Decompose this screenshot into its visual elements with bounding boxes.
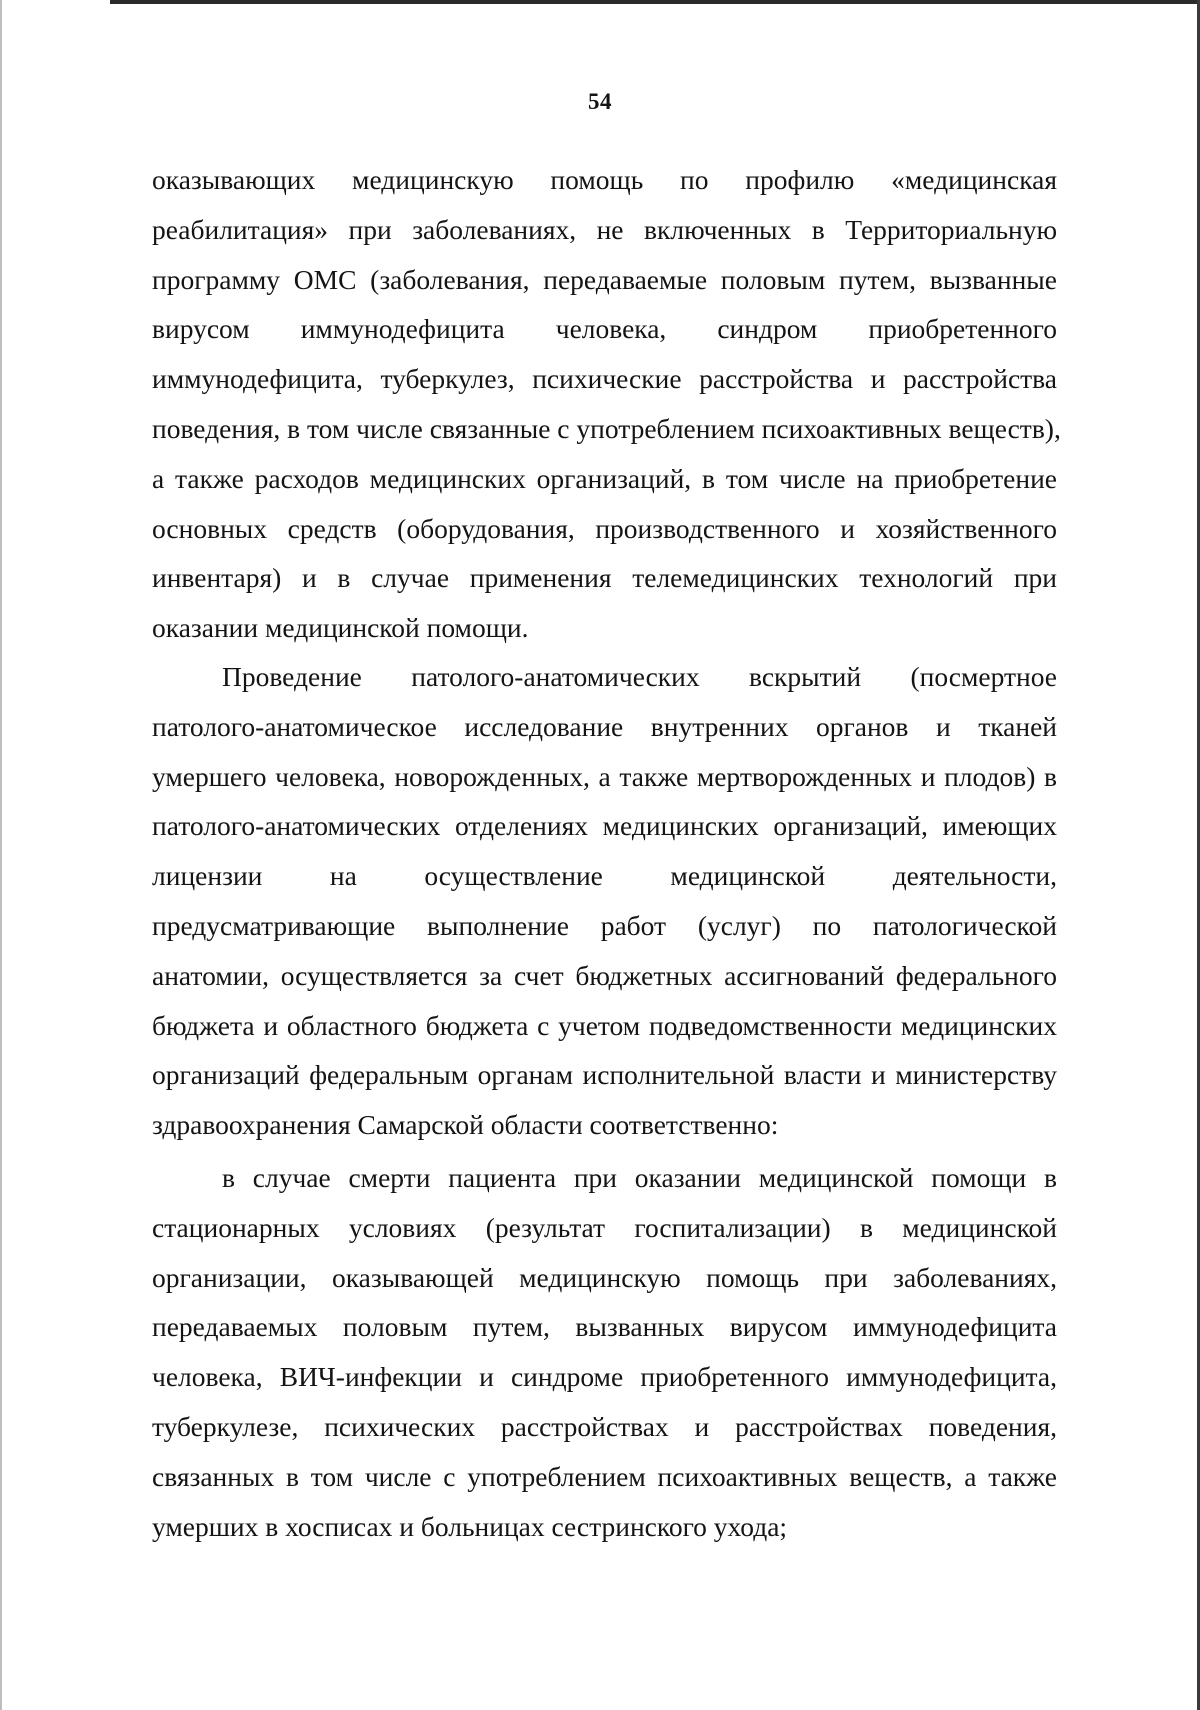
text-line: передаваемых половым путем, вызванных вирусом иммунодефицита — [152, 1311, 1057, 1343]
text-line: лицензии на осуществление медицинской деятельности, — [152, 860, 1057, 892]
paragraph-autopsy-funding — [152, 652, 1057, 1150]
paragraph-continuation — [152, 155, 1061, 653]
text-line: в случае смерти пациента при оказании медицинской помощи в — [222, 1162, 1057, 1193]
text-line: поведения, в том числе связанные с употреблением психоактивных веществ), — [152, 412, 1061, 444]
text-line: здравоохранения Самарской области соответственно: — [152, 1109, 779, 1141]
text-line: стационарных условиях (результат госпитализации) в медицинской — [152, 1211, 1057, 1243]
text-line: умерших в хосписах и больницах сестринского ухода; — [152, 1510, 788, 1542]
text-line: реабилитация» при заболеваниях, не включенных в Территориальную — [152, 213, 1057, 245]
text-line: программу ОМС (заболевания, передаваемые половым путем, вызванные — [152, 263, 1057, 295]
text-line: туберкулезе, психических расстройствах и расстройствах поведения, — [152, 1410, 1057, 1442]
text-line: умершего человека, новорожденных, а также мертворожденных и плодов) в — [152, 760, 1057, 792]
text-line: анатомии, осуществляется за счет бюджетных ассигнований федерального — [152, 959, 1057, 991]
text-line: предусматривающие выполнение работ (услуг) по патологической — [152, 909, 1057, 941]
text-line: Проведение патолого-анатомических вскрытий (посмертное — [222, 661, 1057, 692]
text-line: организации, оказывающей медицинскую помощь при заболеваниях, — [152, 1261, 1057, 1293]
text-line: связанных в том числе с употреблением психоактивных веществ, а также — [152, 1460, 1057, 1492]
scan-edge-left — [0, 0, 2, 1710]
scan-edge-top — [110, 0, 1200, 4]
text-line: а также расходов медицинских организаций, в том числе на приобретение — [152, 462, 1057, 494]
text-line: человека, ВИЧ-инфекции и синдроме приобретенного иммунодефицита, — [152, 1361, 1057, 1393]
text-line: вирусом иммунодефицита человека, синдром приобретенного — [152, 313, 1057, 345]
paragraph-death-cases — [152, 1153, 1057, 1551]
text-line: иммунодефицита, туберкулез, психические расстройства и расстройства — [152, 363, 1057, 395]
text-line: оказывающих медицинскую помощь по профилю «медицинская — [152, 164, 1057, 195]
text-line: инвентаря) и в случае применения телемедицинских технологий при — [152, 562, 1057, 594]
text-line: патолого-анатомическое исследование внутренних органов и тканей — [152, 710, 1057, 742]
text-line: патолого-анатомических отделениях медицинских организаций, имеющих — [152, 810, 1057, 842]
text-line: основных средств (оборудования, производственного и хозяйственного — [152, 512, 1057, 544]
text-line: бюджета и областного бюджета с учетом подведомственности медицинских — [152, 1009, 1057, 1041]
text-line: оказании медицинской помощи. — [152, 612, 529, 644]
page-number: 54 — [588, 89, 612, 114]
text-line: организаций федеральным органам исполнительной власти и министерству — [152, 1059, 1057, 1091]
